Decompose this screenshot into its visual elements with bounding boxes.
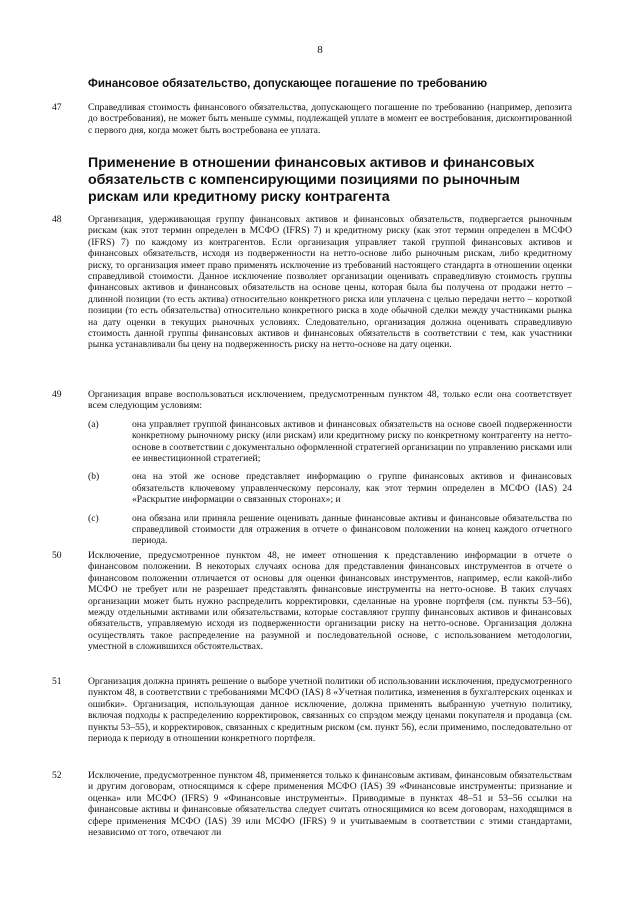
list-item-text: она на этой же основе представляет информацию о группе финансовых активов и финансовых обязательств ключевому управленческому персоналу, как этот термин определен в МСФО (IAS) 24 «Раскрытие информации о связанных сторонах»; и — [132, 471, 572, 506]
page-number: 8 — [317, 44, 323, 56]
list-item-label: (c) — [88, 512, 99, 524]
list-item-label: (a) — [88, 418, 99, 430]
paragraph-number: 47 — [52, 102, 62, 113]
paragraph-number: 51 — [52, 676, 62, 687]
paragraph-51 — [52, 676, 572, 744]
paragraph-number: 49 — [52, 389, 62, 400]
section-heading-demand-liability: Финансовое обязательство, допускающее погашение по требованию — [88, 78, 488, 90]
list-item-text: она управляет группой финансовых активов и финансовых обязательств на основе своей подверженности конкретному рыночному риску (или рискам) или кредитному риску по конкретному контрагенту на нетто-основе в соответствии с документально оформленной стратегией организации по управлению рисками или ее инвестиционной стратегией; — [132, 418, 573, 465]
section-heading-offsetting-positions: Применение в отношении финансовых активов и финансовых обязательств с компенсирующими позициями по рыночным рискам или кредитному риску контрагента — [88, 155, 535, 205]
paragraph-49 — [52, 389, 572, 547]
paragraph-number: 52 — [52, 770, 62, 781]
list-item-label: (b) — [88, 471, 100, 483]
paragraph-text: Исключение, предусмотренное пунктом 48, не имеет отношения к представлению информации в отчете о финансовом положении. В некоторых случаях основа для представления финансовых инструментов в отчете о финансовом положении отличается от основы для оценки финансовых инструментов, например, если какой-либо МСФО не требует или не разрешает представлять финансовые инструменты на нетто-основе. В таких случаях организации может быть нужно распределить корректировки, сделанные на уровне портфеля (см. пункты 53–56), между отдельными активами или обязательствами, которые составляют группу финансовых активов и финансовых обязательств, управляемую исходя из подверженности организации риску на нетто-основе. Организация должна осуществлять такое распределение на разумной и последовательной основе, с использованием методологии, уместной в сложившихся обстоятельствах. — [88, 550, 572, 653]
paragraph-number: 50 — [52, 550, 62, 561]
paragraph-52 — [52, 770, 572, 838]
paragraph-50 — [52, 550, 572, 653]
paragraph-text: Исключение, предусмотренное пунктом 48, применяется только к финансовым активам, финансовым обязательствам и другим договорам, относящимся к сфере применения МСФО (IAS) 39 «Финансовые инструменты: признание и оценка» или МСФО (IFRS) 9 «Финансовые инструменты». Приводимые в пунктах 48–51 и 53–56 ссылки на финансовые активы и финансовые обязательства следует считать относящимися ко всем договорам, находящимся в сфере применения МСФО (IAS) 39 или МСФО (IFRS) 9 и учитываемым в соответствии с этими стандартами, независимо от того, отвечают ли — [88, 770, 572, 839]
list-item — [52, 471, 572, 505]
paragraph-number: 48 — [52, 214, 62, 225]
paragraph-text: Справедливая стоимость финансового обязательства, допускающего погашение по требованию (например, депозита до востребования), не может быть меньше суммы, подлежащей уплате в момент ее востребования, дисконтированной с первого дня, когда может быть востребована ее уплата. — [88, 102, 572, 136]
paragraph-48 — [52, 214, 572, 351]
paragraph-text: Организация, удерживающая группу финансовых активов и финансовых обязательств, подвергается рыночным рискам (как этот термин определен в МСФО (IFRS) 7) и кредитному риску (как этот термин определен в МСФО (IFRS) 7) по каждому из контрагентов. Если организация управляет такой группой финансовых активов и финансовых обязательств, исходя из подверженности на нетто-основе либо рыночным рискам, либо кредитному риску, то организация имеет право применять исключение из требований настоящего стандарта в отношении оценки справедливой стоимости. Данное исключение позволяет организации оценивать справедливую стоимость группы финансовых активов и финансовых обязательств на основе цены, которая была бы получена от продажи нетто – длинной позиции (то есть актива) относительно конкретного риска или уплачена с целью передачи нетто – короткой позиции (то есть обязательства) относительно конкретного риска в ходе обычной сделки между участниками рынка на дату оценки в текущих рыночных условиях. Следовательно, организация должна оценивать справедливую стоимость данной группы финансовых активов и финансовых обязательств в соответствии с тем, как участники рынка устанавливали бы цену на подверженность риску на нетто-основе на дату оценки. — [88, 214, 572, 351]
paragraph-47 — [52, 102, 572, 136]
list-item-text: она обязана или приняла решение оценивать данные финансовые активы и финансовые обязательства по справедливой стоимости для отражения в отчете о финансовом положении на конец каждого отчетного периода. — [132, 512, 572, 547]
list-item — [52, 419, 572, 465]
paragraph-text: Организация вправе воспользоваться исключением, предусмотренным пунктом 48, только если она соответствует всем следующим условиям: — [88, 389, 572, 412]
paragraph-text: Организация должна принять решение о выборе учетной политики об использовании исключения, предусмотренного пунктом 48, в соответствии с требованиями МСФО (IAS) 8 «Учетная политика, изменения в бухгалтерских оценках и ошибки». Организация, использующая данное исключение, должна применять выбранную учетную политику, включая подходы к распределению корректировок, связанных со спрэдом между ценами покупателя и продавца (см. пункты 53–55), и корректировок, связанных с кредитным риском (см. пункт 56), если применимо, последовательно от периода к периоду в отношении конкретного портфеля. — [88, 676, 572, 745]
list-item — [52, 513, 572, 547]
